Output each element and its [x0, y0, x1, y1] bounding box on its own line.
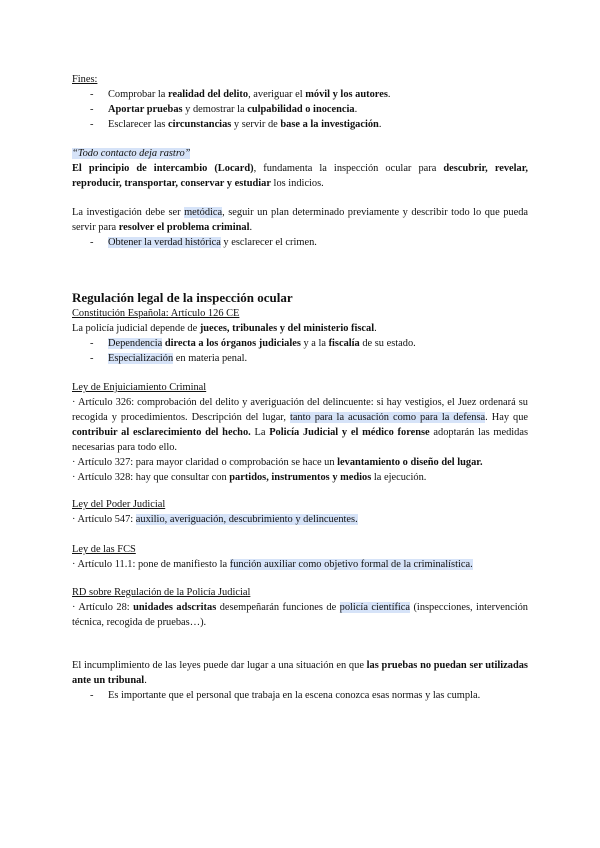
list-item: - Esclarecer las circunstancias y servir de base a la investigación.: [72, 117, 528, 132]
rd-section: [72, 585, 528, 630]
articulo-326: · Artículo 326: comprobación del delito y averiguación del delincuente: si hay vestigios, el Juez ordenará su recogida y procedimientos. Descripción del lugar, tanto para la acusación como para la defensa. Hay que contribuir al esclarecimiento del hecho. La Policía Judicial y el médico forense adoptarán las medidas necesarias para todo ello.: [72, 397, 529, 453]
fcs-section: [72, 542, 528, 572]
metodica-paragraph: La investigación debe ser metódica, seguir un plan determinado previamente y describir todo lo que pueda servir para resolver el problema criminal.: [72, 207, 529, 233]
policia-paragraph: La policía judicial depende de jueces, tribunales y del ministerio fiscal.: [72, 323, 377, 334]
list-item: - Dependencia directa a los órganos judiciales y a la fiscalía de su estado.: [72, 336, 528, 351]
lopj-heading: Ley del Poder Judicial: [72, 499, 166, 510]
list-item: - Es importante que el personal que trabaja en la escena conozca esas normas y las cumpla.: [72, 688, 528, 703]
rd-heading: RD sobre Regulación de la Policía Judicial: [72, 587, 251, 598]
lecrim-heading: Ley de Enjuiciamiento Criminal: [72, 382, 207, 393]
list-item: - Obtener la verdad histórica y esclarecer el crimen.: [72, 235, 528, 250]
incumplimiento-section: [72, 658, 528, 703]
list-item: - Comprobar la realidad del delito, averiguar el móvil y los autores.: [72, 87, 528, 102]
list-item: - Especialización en materia penal.: [72, 351, 528, 366]
articulo-11-1: · Artículo 11.1: pone de manifiesto la función auxiliar como objetivo formal de la criminalística.: [72, 559, 473, 570]
fines-section: [72, 72, 528, 132]
locard-paragraph: El principio de intercambio (Locard), fundamenta la inspección ocular para descubrir, revelar, reproducir, transportar, conservar y estudiar los indicios.: [72, 163, 529, 189]
fines-heading: Fines:: [72, 74, 98, 85]
articulo-327: · Artículo 327: para mayor claridad o comprobación se hace un levantamiento o diseño del lugar.: [72, 457, 483, 468]
articulo-28: · Artículo 28: unidades adscritas desempeñarán funciones de policía científica (inspecciones, intervención técnica, recogida de pruebas…).: [72, 602, 528, 628]
articulo-547: · Artículo 547: auxilio, averiguación, descubrimiento y delincuentes.: [72, 514, 358, 525]
regulacion-section: [72, 290, 528, 366]
incumplimiento-paragraph: El incumplimiento de las leyes puede dar lugar a una situación en que las pruebas no puedan ser utilizadas ante un tribunal.: [72, 660, 528, 686]
quote: “Todo contacto deja rastro”: [72, 148, 191, 159]
articulo-328: · Artículo 328: hay que consultar con partidos, instrumentos y medios la ejecución.: [72, 472, 427, 483]
lopj-section: [72, 497, 528, 527]
metodica-section: [72, 205, 528, 250]
lecrim-section: [72, 380, 528, 485]
section-title: Regulación legal de la inspección ocular: [72, 290, 293, 305]
constitucion-heading: Constitución Española: Artículo 126 CE: [72, 308, 240, 319]
locard-section: [72, 146, 528, 191]
list-item: - Aportar pruebas y demostrar la culpabilidad o inocencia.: [72, 102, 528, 117]
fcs-heading: Ley de las FCS: [72, 544, 136, 555]
